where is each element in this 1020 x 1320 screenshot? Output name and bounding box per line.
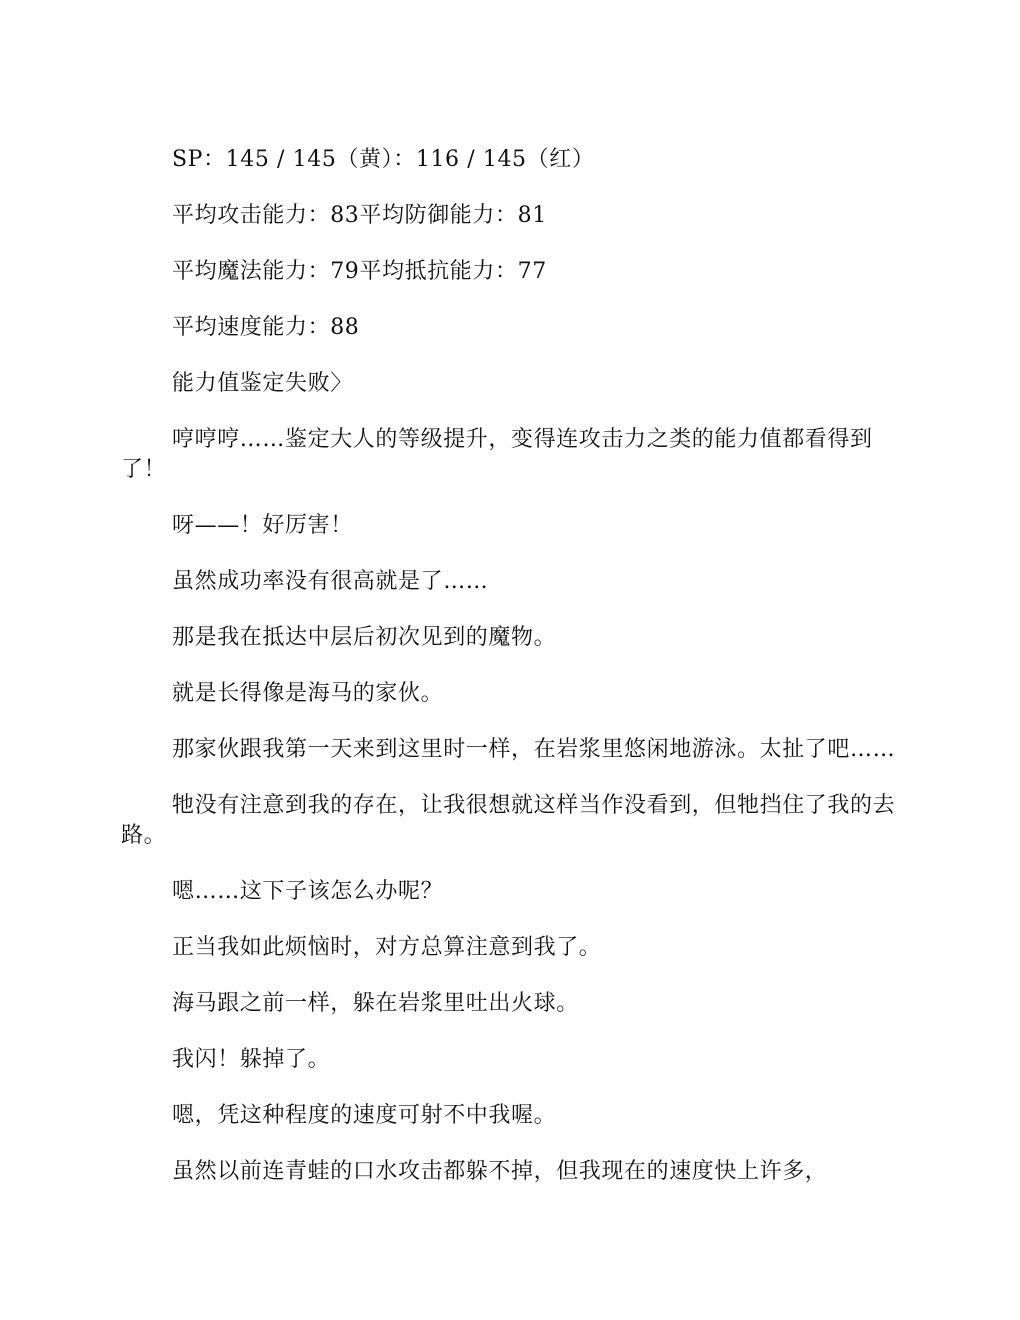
body-text <box>121 145 901 1213</box>
paragraph: 虽然以前连青蛙的口水攻击都躲不掉，但我现在的速度快上许多， <box>172 1159 828 1184</box>
paragraph: 那是我在抵达中层后初次见到的魔物。 <box>172 625 557 650</box>
paragraph: 嗯……这下子该怎么办呢？ <box>172 879 444 904</box>
status-speed-line: 平均速度能力：88 <box>172 315 360 340</box>
paragraph: 嗯，凭这种程度的速度可射不中我喔。 <box>172 1103 557 1128</box>
appraisal-failed-line: 能力值鉴定失败〉 <box>172 371 353 396</box>
paragraph: 我闪！躲掉了。 <box>172 1047 331 1072</box>
paragraph: 哼哼哼……鉴定大人的等级提升，变得连攻击力之类的能力值都看得到了！ <box>121 427 873 482</box>
paragraph: 牠没有注意到我的存在，让我很想就这样当作没看到，但牠挡住了我的去路。 <box>121 793 896 848</box>
paragraph: 虽然成功率没有很高就是了…… <box>172 569 489 594</box>
paragraph: 海马跟之前一样，躲在岩浆里吐出火球。 <box>172 991 579 1016</box>
status-magic-resist-line: 平均魔法能力：79平均抵抗能力：77 <box>172 259 547 284</box>
paragraph: 呀——！好厉害！ <box>172 513 353 538</box>
paragraph: 正当我如此烦恼时，对方总算注意到我了。 <box>172 935 602 960</box>
status-attack-defense-line: 平均攻击能力：83平均防御能力：81 <box>172 203 547 228</box>
status-sp-line: SP：145 / 145（黄）：116 / 145（红） <box>172 147 595 172</box>
paragraph: 那家伙跟我第一天来到这里时一样，在岩浆里悠闲地游泳。太扯了吧…… <box>172 737 896 762</box>
paragraph: 就是长得像是海马的家伙。 <box>172 681 444 706</box>
